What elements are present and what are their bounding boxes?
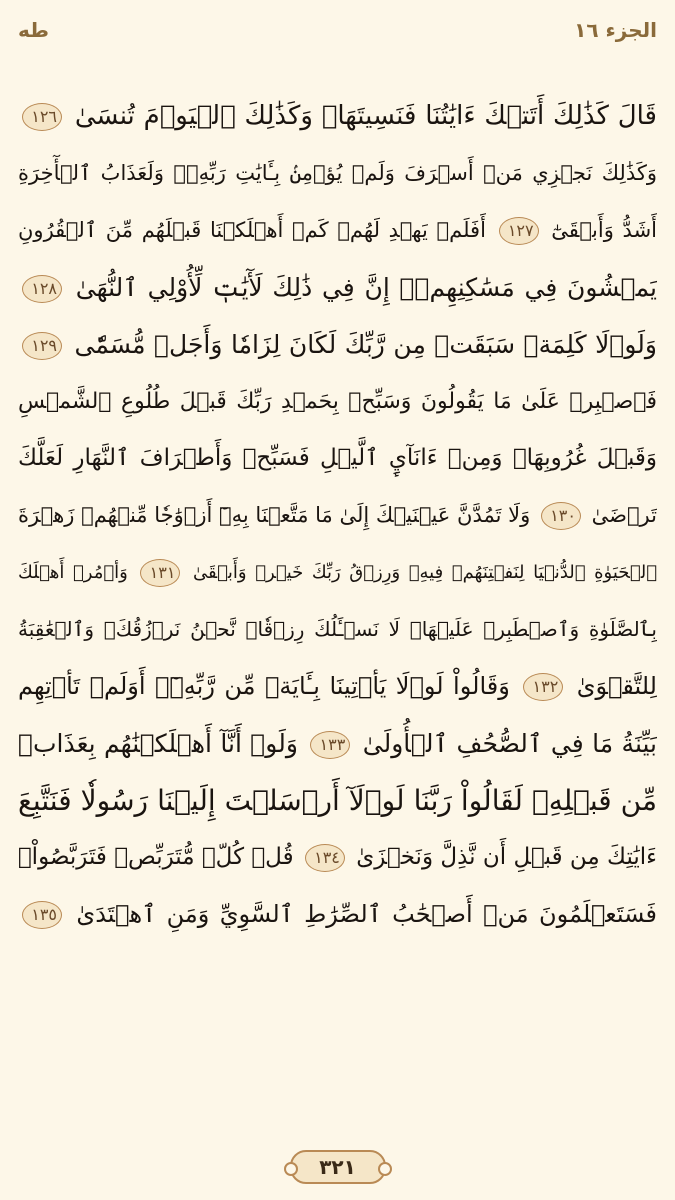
verse-text: بَيِّنَةُ مَا فِي ٱلصُّحُفِ ٱلۡأُولَىٰ [354, 729, 657, 758]
verse-text: أَفَلَمۡ يَهۡدِ لَهُمۡ كَمۡ أَهۡلَكۡنَا قَبۡلَهُم مِّنَ ٱلۡقُرُونِ [18, 218, 495, 242]
text-line [18, 601, 657, 658]
ayah-number-marker: ١٣٢ [523, 673, 563, 701]
text-line [18, 145, 657, 202]
ayah-number-marker: ١٢٩ [22, 332, 62, 360]
verse-text: وَلَوۡ أَنَّآ أَهۡلَكۡنَٰهُم بِعَذَابٖ [18, 729, 307, 758]
verse-text: يَمۡشُونَ فِي مَسَٰكِنِهِمۡۚ إِنَّ فِي ذَٰلِكَ لَأٓيَٰتٖ لِّأُوْلِي ٱلنُّهَىٰ [66, 273, 657, 302]
verse-text: ءَايَٰتِكَ مِن قَبۡلِ أَن نَّذِلَّ وَنَخۡزَىٰ [348, 844, 657, 870]
verse-text: فَسَتَعۡلَمُونَ مَنۡ أَصۡحَٰبُ ٱلصِّرَٰطِ ٱلسَّوِيِّ وَمَنِ ٱهۡتَدَىٰ [66, 900, 657, 928]
text-line [18, 373, 657, 430]
verse-text: وَكَذَٰلِكَ نَجۡزِي مَنۡ أَسۡرَفَ وَلَمۡ يُؤۡمِنۢ بِـَٔايَٰتِ رَبِّهِۦۚ وَلَعَذَابُ ٱلۡأٓخِرَةِ [18, 161, 657, 185]
text-line [18, 544, 657, 601]
text-line [18, 658, 657, 715]
verse-text: قُلۡ كُلّٞ مُّتَرَبِّصٞ فَتَرَبَّصُواْۖ [18, 844, 301, 870]
verse-text: قَالَ كَذَٰلِكَ أَتَتۡكَ ءَايَٰتُنَا فَنَسِيتَهَاۖ وَكَذَٰلِكَ ٱلۡيَوۡمَ تُنسَىٰ [66, 101, 657, 131]
text-line [18, 88, 657, 145]
text-line [18, 715, 657, 772]
text-line [18, 259, 657, 316]
ayah-number-marker: ١٣٠ [541, 502, 581, 530]
ayah-number-marker: ١٣٤ [305, 844, 345, 872]
verse-text: بِٱلصَّلَوٰةِ وَٱصۡطَبِرۡ عَلَيۡهَاۖ لَا نَسۡـَٔلُكَ رِزۡقٗاۖ نَّحۡنُ نَرۡزُقُكَۗ وَٱلۡعَٰقِبَةُ [18, 617, 657, 641]
verse-text: وَلَوۡلَا كَلِمَةٞ سَبَقَتۡ مِن رَّبِّكَ لَكَانَ لِزَامٗا وَأَجَلٞ مُّسَمّٗى [66, 330, 657, 359]
text-line [18, 829, 657, 886]
text-line [18, 202, 657, 259]
verse-text: لِلتَّقۡوَىٰ [567, 672, 657, 700]
text-line [18, 772, 657, 829]
ayah-number-marker: ١٣٣ [310, 731, 350, 759]
verse-text: أَشَدُّ وَأَبۡقَىٰٓ [542, 218, 657, 242]
page-header [0, 0, 675, 70]
ayah-number-marker: ١٢٧ [499, 217, 539, 245]
verse-text: تَرۡضَىٰ [584, 503, 657, 527]
ayah-number-marker: ١٣١ [140, 559, 180, 587]
verse-text: فَٱصۡبِرۡ عَلَىٰ مَا يَقُولُونَ وَسَبِّحۡ بِحَمۡدِ رَبِّكَ قَبۡلَ طُلُوعِ ٱلشَّمۡسِ [18, 389, 657, 414]
verse-text: مِّن قَبۡلِهِۦ لَقَالُواْ رَبَّنَا لَوۡلَآ أَرۡسَلۡتَ إِلَيۡنَا رَسُولٗا فَنَتَّبِعَ [18, 784, 657, 817]
text-line [18, 316, 657, 373]
surah-name: طه [18, 18, 49, 42]
verse-text: وَلَا تَمُدَّنَّ عَيۡنَيۡكَ إِلَىٰ مَا مَتَّعۡنَا بِهِۦٓ أَزۡوَٰجٗا مِّنۡهُمۡ زَهۡرَةَ [18, 503, 537, 527]
page-footer [0, 1150, 675, 1190]
verse-text: وَأۡمُرۡ أَهۡلَكَ [18, 562, 137, 583]
quran-text-block [18, 88, 657, 943]
ayah-number-marker: ١٢٨ [22, 275, 62, 303]
text-line [18, 430, 657, 487]
text-line [18, 487, 657, 544]
text-line [18, 886, 657, 943]
verse-text: وَقَبۡلَ غُرُوبِهَاۖ وَمِنۡ ءَانَآيِٕ ٱلَّيۡلِ فَسَبِّحۡ وَأَطۡرَافَ ٱلنَّهَارِ لَعَلَّكَ [18, 445, 657, 471]
verse-text: وَقَالُواْ لَوۡلَا يَأۡتِينَا بِـَٔايَةٖ مِّن رَّبِّهِۦٓۚ أَوَلَمۡ تَأۡتِهِم [18, 672, 520, 700]
ayah-number-marker: ١٢٦ [22, 103, 62, 131]
page-number: ٣٢١ [290, 1150, 386, 1184]
verse-text: ٱلۡحَيَوٰةِ ٱلدُّنۡيَا لِنَفۡتِنَهُمۡ فِيهِۚ وَرِزۡقُ رَبِّكَ خَيۡرٞ وَأَبۡقَىٰ [184, 562, 657, 583]
juz-label: الجزء ١٦ [574, 18, 657, 42]
ayah-number-marker: ١٣٥ [22, 901, 62, 929]
